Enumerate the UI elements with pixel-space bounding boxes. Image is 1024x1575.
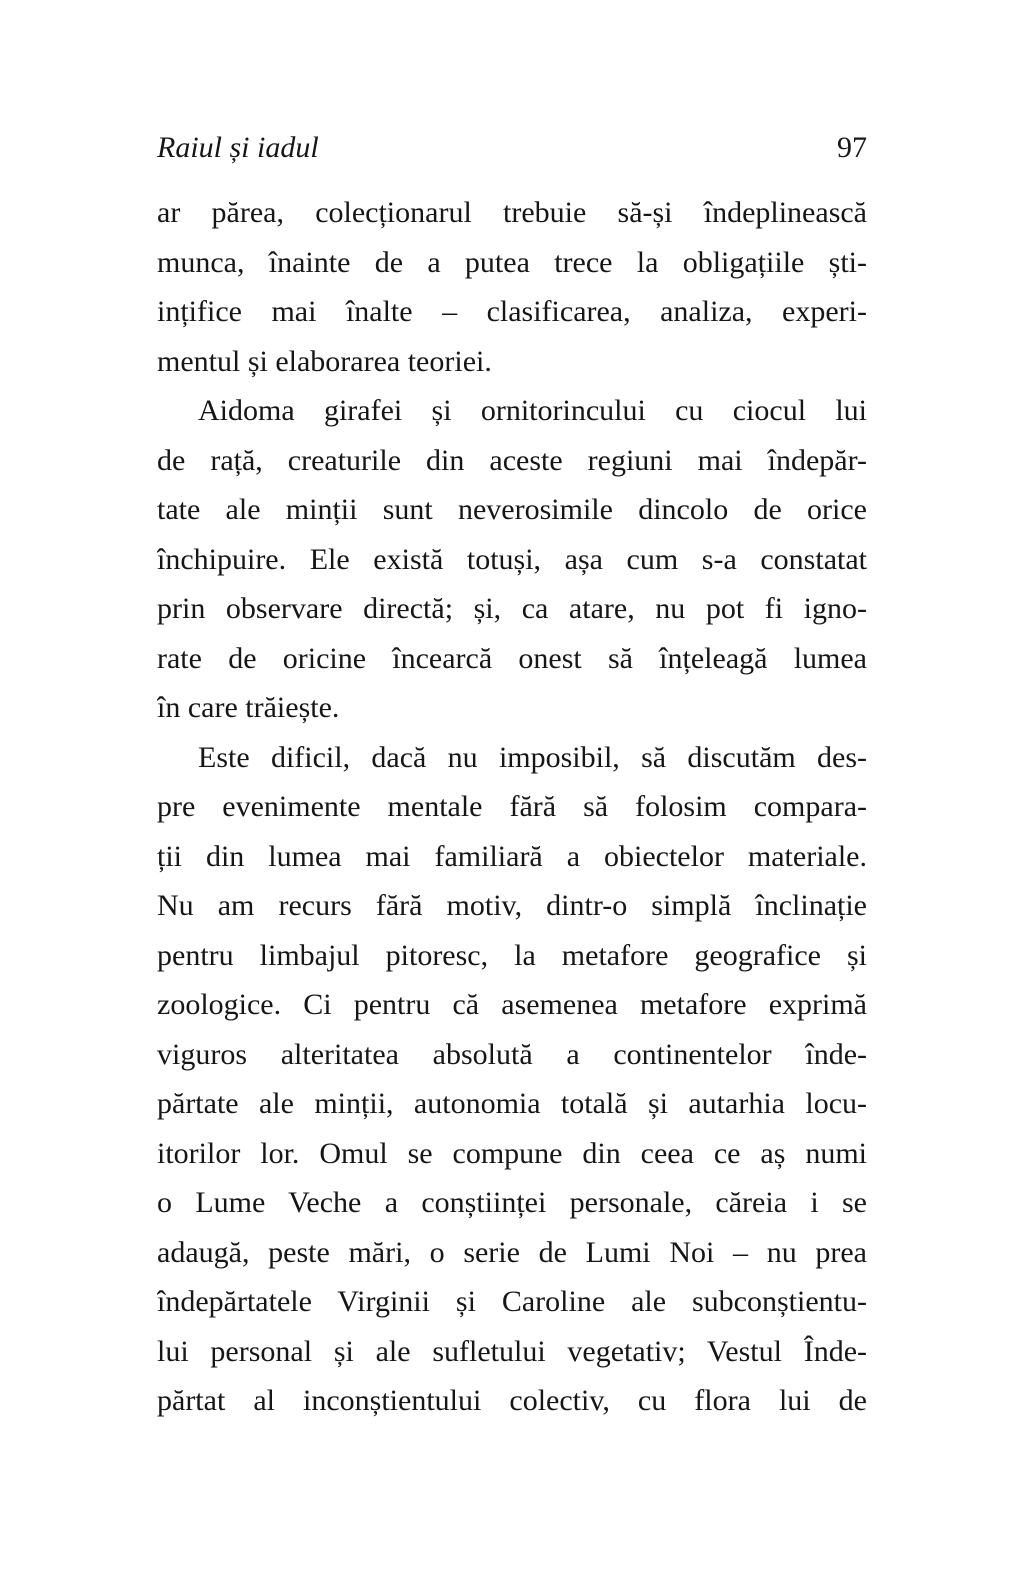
text-line: ințifice mai înalte – clasificarea, analiza, experi-: [157, 295, 867, 328]
text-line: tate ale minții sunt neverosimile dincolo de orice: [157, 493, 867, 526]
text-line: Este dificil, dacă nu imposibil, să discutăm des-: [198, 740, 867, 774]
text-line: viguros alteritatea absolută a continentelor înde-: [157, 1037, 867, 1071]
text-line: în care trăiește.: [157, 691, 340, 724]
text-line: închipuire. Ele există totuși, așa cum s-a constatat: [157, 542, 867, 576]
text-line: de rață, creaturile din aceste regiuni mai îndepăr-: [157, 443, 867, 477]
text-line: lui personal și ale sufletului vegetativ; Vestul Înde-: [157, 1334, 867, 1368]
text-line: îndepărtatele Virginii și Caroline ale subconștientu-: [157, 1285, 867, 1318]
text-line: prin observare directă; și, ca atare, nu pot fi igno-: [157, 592, 867, 625]
paragraph: [157, 188, 867, 386]
text-line: pentru limbajul pitoresc, la metafore geografice și: [157, 938, 867, 972]
text-line: părtat al inconștientului colectiv, cu flora lui de: [157, 1384, 867, 1417]
text-line: rate de oricine încearcă onest să înțeleagă lumea: [157, 641, 867, 675]
book-title: Raiul și iadul: [157, 131, 319, 164]
text-line: ar părea, colecționarul trebuie să-și îndeplinească: [157, 196, 867, 229]
text-line: ții din lumea mai familiară a obiectelor materiale.: [157, 839, 867, 873]
text-line: pre evenimente mentale fără să folosim compara-: [157, 790, 867, 823]
text-line: Nu am recurs fără motiv, dintr-o simplă înclinație: [157, 889, 867, 922]
running-header: [157, 130, 867, 166]
text-line: părtate ale minții, autonomia totală și autarhia locu-: [157, 1087, 867, 1120]
body-text: [157, 188, 867, 1426]
text-line: munca, înainte de a putea trece la obligațiile ști-: [157, 245, 867, 279]
paragraph: [157, 733, 867, 1426]
text-line: Aidoma girafei și ornitorincului cu ciocul lui: [198, 394, 867, 427]
text-line: itorilor lor. Omul se compune din ceea ce aș numi: [157, 1136, 867, 1170]
text-line: zoologice. Ci pentru că asemenea metafore exprimă: [157, 988, 867, 1021]
text-line: o Lume Veche a conștiinței personale, căreia i se: [157, 1186, 867, 1219]
paragraph: [157, 386, 867, 733]
page-number: 97: [837, 131, 867, 164]
text-line: mentul și elaborarea teoriei.: [157, 344, 492, 378]
text-line: adaugă, peste mări, o serie de Lumi Noi – nu prea: [157, 1235, 867, 1269]
